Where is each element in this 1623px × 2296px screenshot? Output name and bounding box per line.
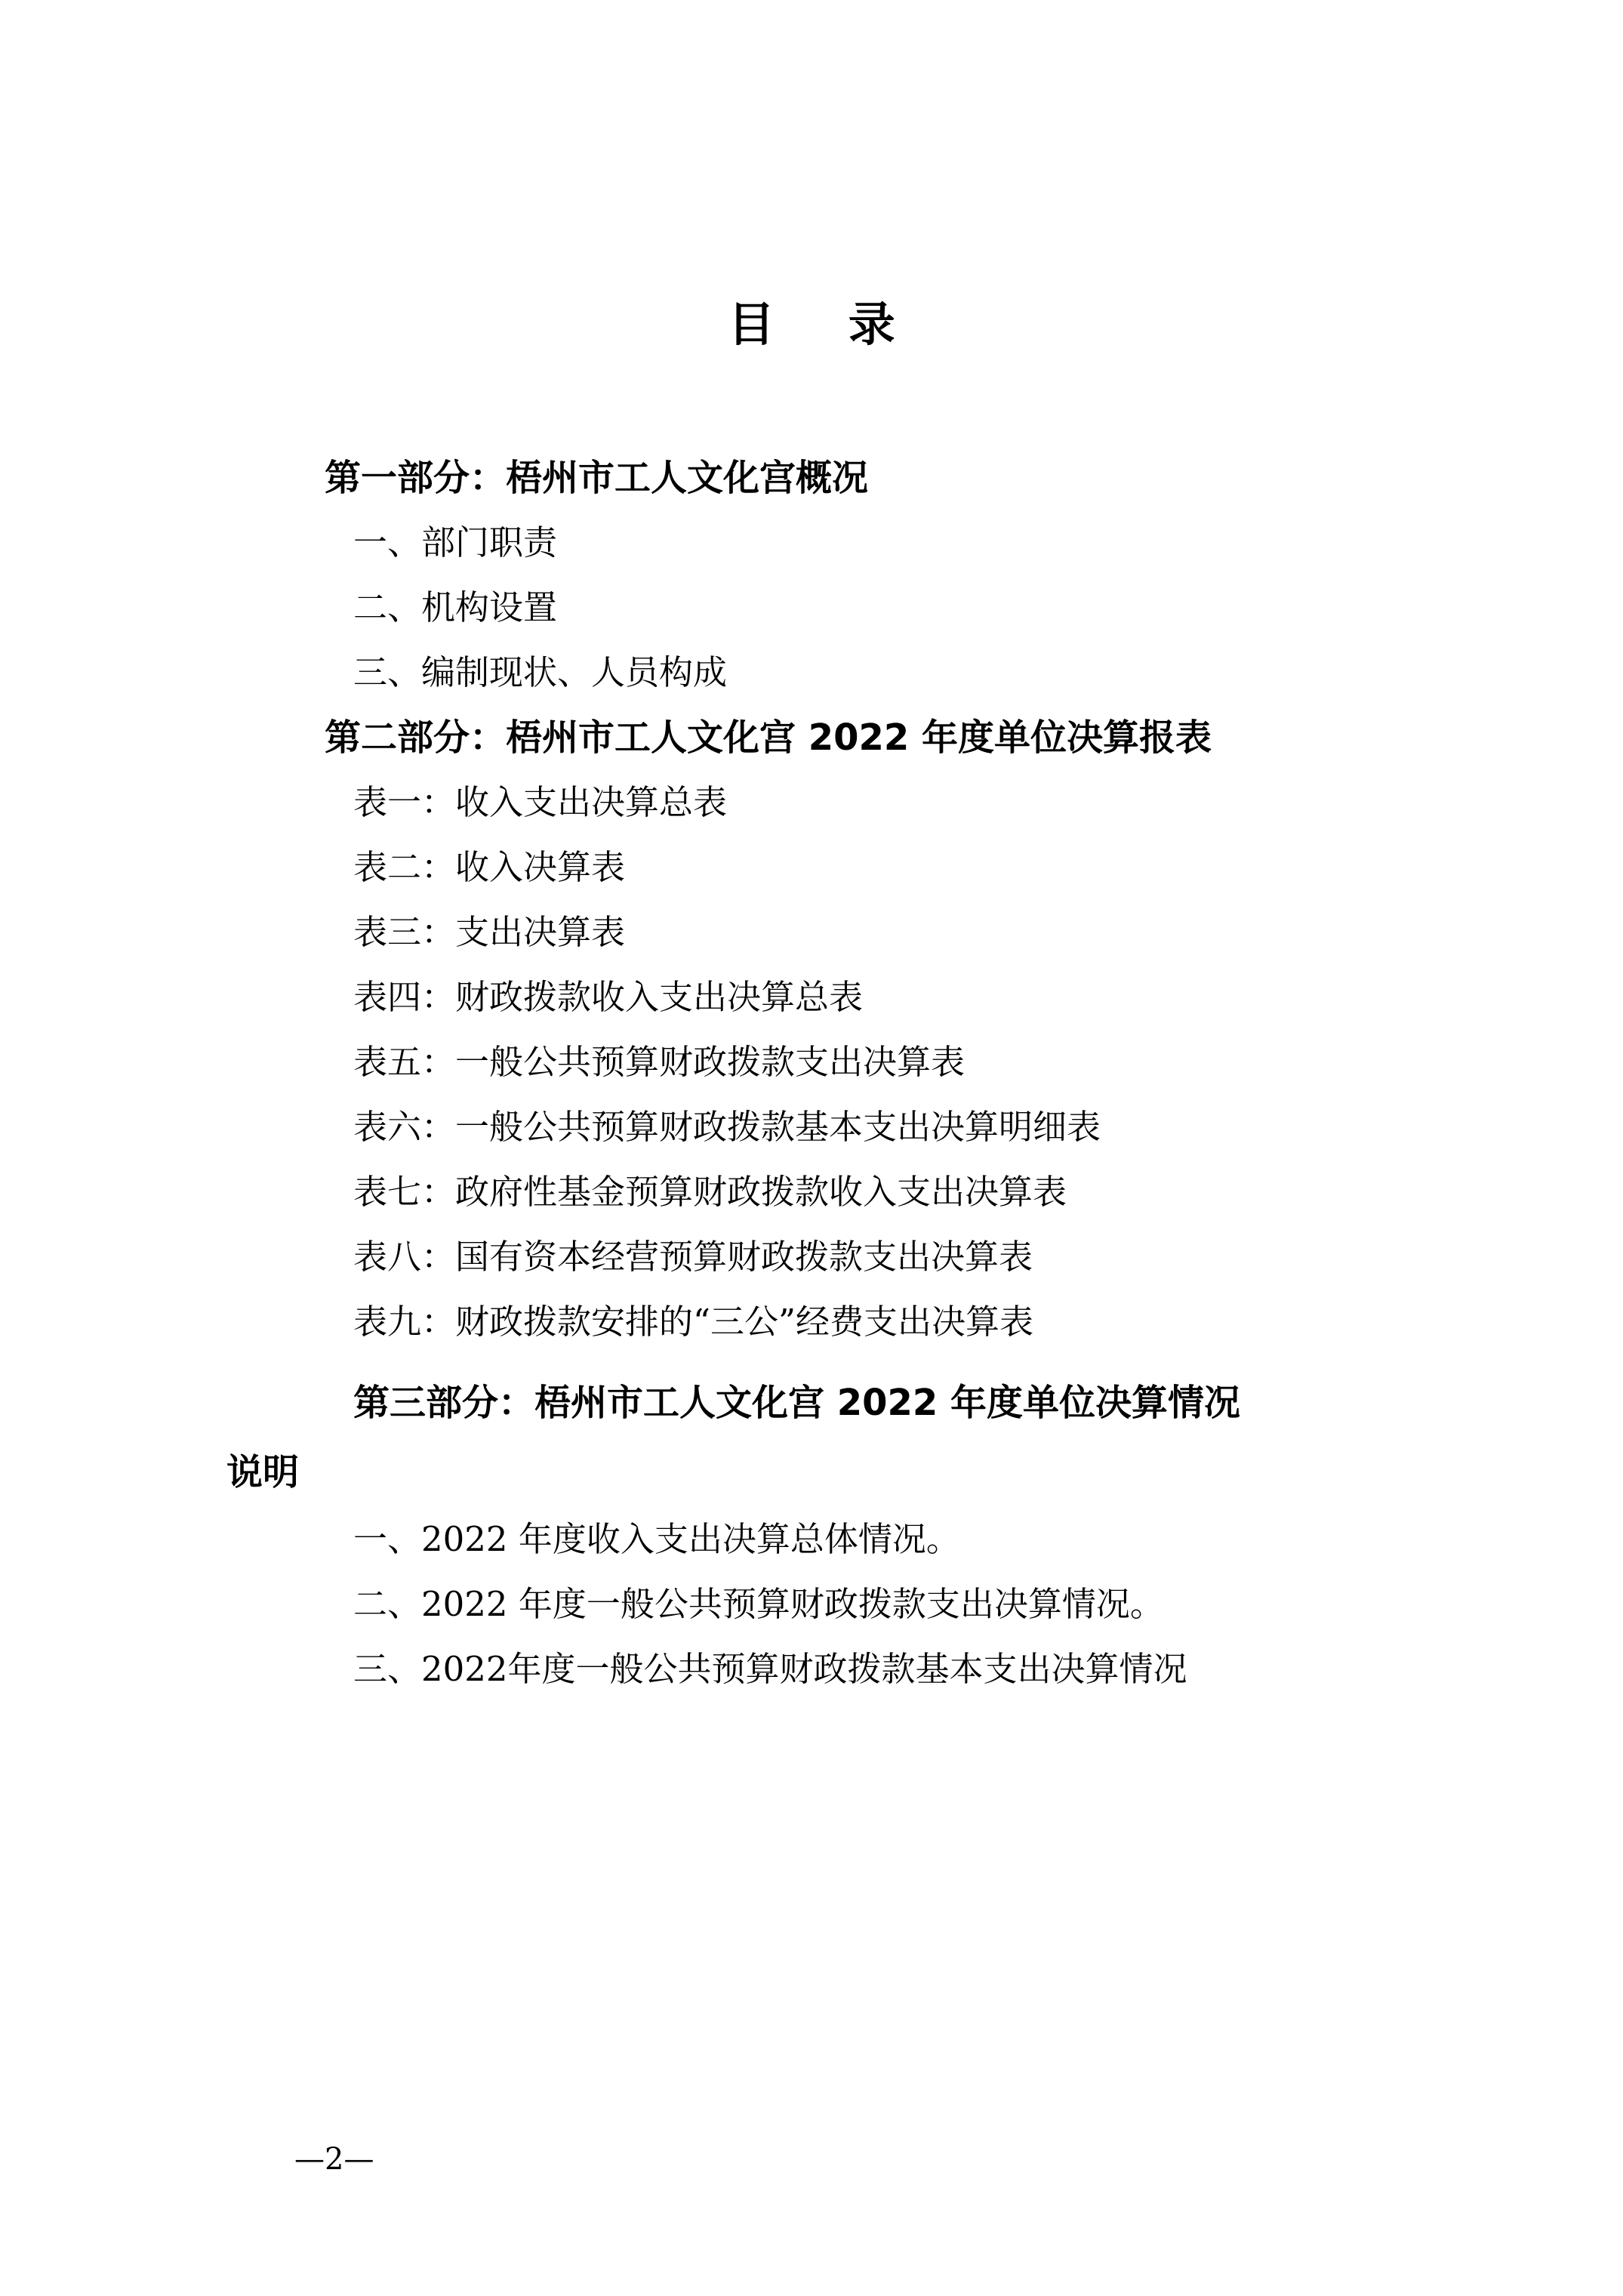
toc-section-heading-part3[interactable] [226,1368,1381,1507]
toc-entry[interactable]: 表二：收入决算表 [353,847,626,887]
toc-entry[interactable]: 表一：收入支出决算总表 [353,782,728,822]
toc-section-heading-part2[interactable]: 第二部分：梧州市工人文化宫 2022 年度单位决算报表 [325,717,1212,759]
toc-entry[interactable]: 二、2022 年度一般公共预算财政拨款支出决算情况。 [353,1584,1164,1624]
toc-section-heading-part3-line2: 说明 [226,1451,300,1493]
toc-entry[interactable]: 三、2022年度一般公共预算财政拨款基本支出决算情况 [353,1649,1187,1689]
toc-entry[interactable]: 一、部门职责 [353,522,558,562]
toc-entry[interactable]: 表九：财政拨款安排的“三公”经费支出决算表 [353,1302,1034,1342]
toc-entry[interactable]: 一、2022 年度收入支出决算总体情况。 [353,1519,960,1559]
toc-entry[interactable]: 表三：支出决算表 [353,912,626,952]
page-number: —2— [294,2142,374,2177]
page-title: 目 录 [728,297,924,352]
toc-entry[interactable]: 表六：一般公共预算财政拨款基本支出决算明细表 [353,1107,1101,1147]
toc-section-heading-part3-line1: 第三部分：梧州市工人文化宫 2022 年度单位决算情况 [353,1382,1241,1424]
toc-entry[interactable]: 表五：一般公共预算财政拨款支出决算表 [353,1042,965,1082]
toc-entry[interactable]: 表四：财政拨款收入支出决算总表 [353,977,864,1017]
toc-entry[interactable]: 表八：国有资本经营预算财政拨款支出决算表 [353,1237,1033,1277]
table-of-contents [226,445,1381,1702]
toc-entry[interactable]: 三、编制现状、人员构成 [353,652,728,692]
toc-entry[interactable]: 二、机构设置 [353,587,558,627]
toc-entry[interactable]: 表七：政府性基金预算财政拨款收入支出决算表 [353,1172,1067,1212]
toc-section-heading-part1[interactable]: 第一部分：梧州市工人文化宫概况 [325,457,869,499]
